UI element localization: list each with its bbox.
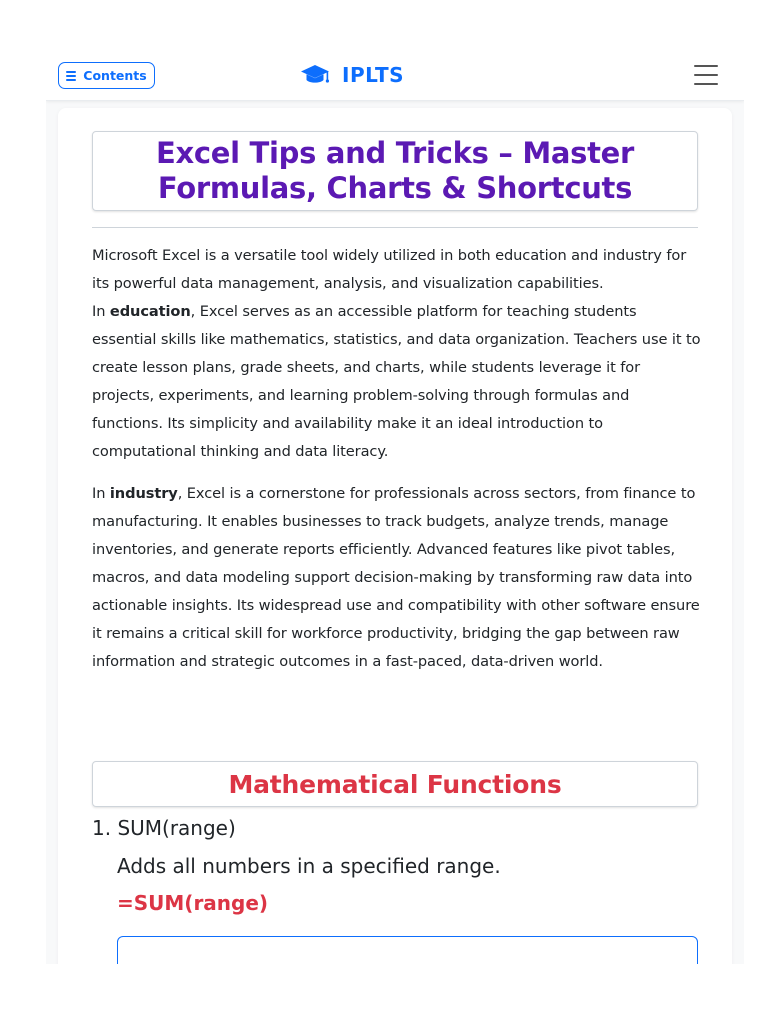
industry-prefix: In (92, 485, 110, 502)
list-icon (66, 71, 76, 81)
function-description: Adds all numbers in a specified range. (117, 854, 501, 878)
section-heading: Mathematical Functions (228, 769, 562, 799)
example-code-box (117, 936, 698, 964)
top-navbar (46, 46, 744, 101)
intro-text: Microsoft Excel is a versatile tool widely utilized in both education and industry for its powerful data management, analysis, and visualization capabilities. (92, 247, 687, 292)
industry-term: industry (109, 485, 178, 502)
divider (92, 227, 698, 228)
education-text: , Excel serves as an accessible platform for teaching students essential skills like mathematics, statistics, and data organization. Teachers use it to create lesson plans, grade sheets, and charts, while students leverage it for projects, experiments, and learning problem-solving through formulas and functions. Its simplicity and availability make it an ideal introduction to computational thinking and data literacy. (92, 303, 701, 460)
graduation-cap-icon (300, 64, 330, 86)
brand-name: IPLTS (342, 63, 405, 87)
article-title: Excel Tips and Tricks – Master Formulas, Charts & Shortcuts (155, 136, 635, 205)
education-term: education (109, 303, 191, 320)
article-card (58, 108, 732, 964)
contents-button-label: Contents (83, 68, 147, 83)
function-title: 1. SUM(range) (92, 816, 236, 840)
industry-text: , Excel is a cornerstone for professionals across sectors, from finance to manufacturing. It enables businesses to track budgets, analyze trends, manage inventories, and generate reports efficiently. Advanced features like pivot tables, macros, and data modeling support decision-making by transforming raw data into actionable insights. Its widespread use and compatibility with other software ensure it remains a critical skill for workforce productivity, bridging the gap between raw information and strategic outcomes in a fast-paced, data-driven world. (92, 485, 700, 670)
hamburger-menu-icon[interactable] (694, 65, 718, 85)
intro-paragraph (92, 242, 704, 466)
article-intro (92, 242, 704, 676)
education-prefix: In (92, 303, 110, 320)
brand-link[interactable] (300, 60, 404, 90)
page-frame (46, 46, 744, 964)
article-title-box (92, 131, 698, 211)
industry-paragraph (92, 480, 704, 676)
section-heading-box (92, 761, 698, 807)
function-syntax: =SUM(range) (117, 891, 269, 915)
contents-button[interactable] (58, 62, 155, 89)
